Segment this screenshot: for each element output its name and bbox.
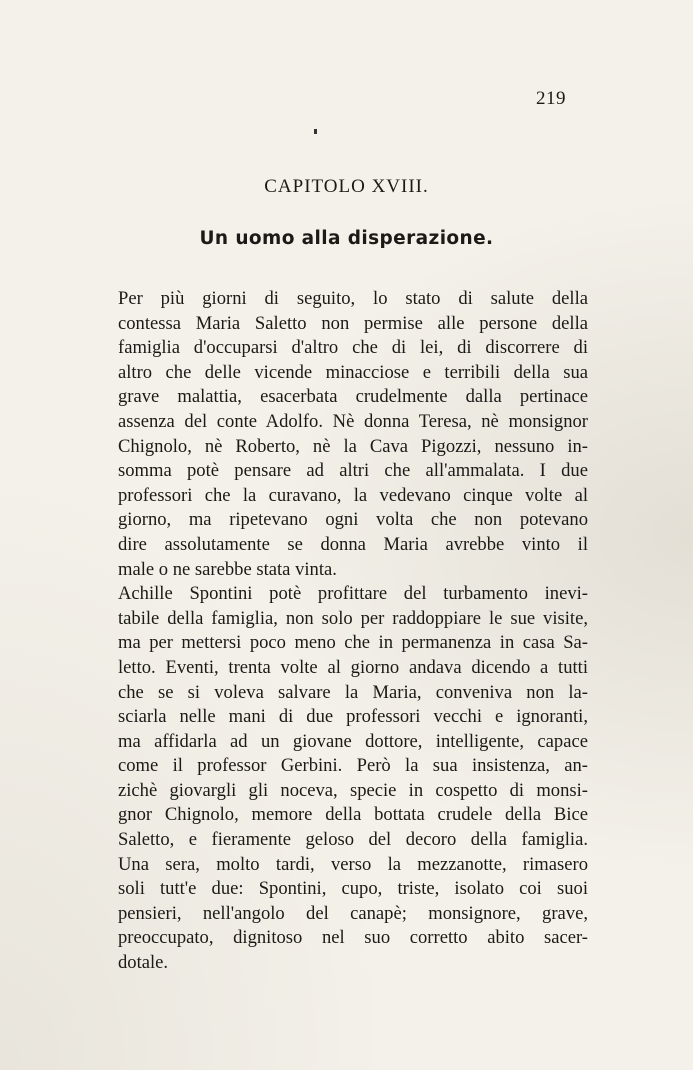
text-line: professori che la curavano, la vedevano cinque volte al (118, 484, 588, 506)
text-line: dire assolutamente se donna Maria avrebbe vinto il (118, 533, 588, 555)
text-line: ma affidarla ad un giovane dottore, intelligente, capace (118, 730, 588, 752)
text-line: grave malattia, esacerbata crudelmente dalla pertinace (118, 386, 588, 408)
text-line: soli tutt'e due: Spontini, cupo, triste, isolato coi suoi (118, 878, 588, 900)
text-line: sciarla nelle mani di due professori vecchi e ignoranti, (118, 706, 588, 728)
text-line: come il professor Gerbini. Però la sua insistenza, an- (118, 755, 588, 777)
text-line: ma per mettersi poco meno che in permanenza in casa Sa- (118, 632, 588, 654)
text-line: famiglia d'occuparsi d'altro che di lei, di discorrere di (118, 337, 588, 359)
text-line: tabile della famiglia, non solo per raddoppiare le sue visite, (118, 607, 588, 629)
text-line: male o ne sarebbe stata vinta. (118, 558, 337, 580)
text-line: altro che delle vicende minacciose e terribili della sua (118, 361, 588, 383)
text-line: assenza del conte Adolfo. Nè donna Teresa, nè monsignor (118, 410, 588, 432)
text-line: Per più giorni di seguito, lo stato di salute della (118, 288, 588, 309)
page-number: 219 (536, 88, 566, 109)
text-line: zichè giovargli gli noceva, specie in cospetto di monsi- (118, 779, 588, 801)
text-line: letto. Eventi, trenta volte al giorno andava dicendo a tutti (118, 656, 588, 678)
text-line: Saletto, e fieramente geloso del decoro della famiglia. (118, 829, 588, 851)
text-line: Chignolo, nè Roberto, nè la Cava Pigozzi, nessuno in- (118, 435, 588, 457)
text-line: dotale. (118, 952, 169, 974)
text-line: gnor Chignolo, memore della bottata crudele della Bice (118, 804, 588, 826)
ink-mark (314, 129, 317, 134)
text-line: Una sera, molto tardi, verso la mezzanotte, rimasero (118, 853, 588, 875)
chapter-heading: CAPITOLO XVIII. (264, 176, 429, 197)
chapter-subtitle: Un uomo alla disperazione. (199, 228, 494, 249)
text-line: che se si voleva salvare la Maria, conveniva non la- (118, 681, 588, 703)
text-line: somma potè pensare ad altri che all'ammalata. I due (118, 460, 588, 482)
text-line: preoccupato, dignitoso nel suo corretto abito sacer- (118, 927, 588, 949)
body-text (118, 287, 588, 976)
text-line: Achille Spontini potè profittare del turbamento inevi- (118, 583, 588, 605)
text-line: giorno, ma ripetevano ogni volta che non potevano (118, 509, 588, 531)
text-line: pensieri, nell'angolo del canapè; monsignore, grave, (118, 902, 588, 924)
text-line: contessa Maria Saletto non permise alle persone della (118, 312, 588, 334)
